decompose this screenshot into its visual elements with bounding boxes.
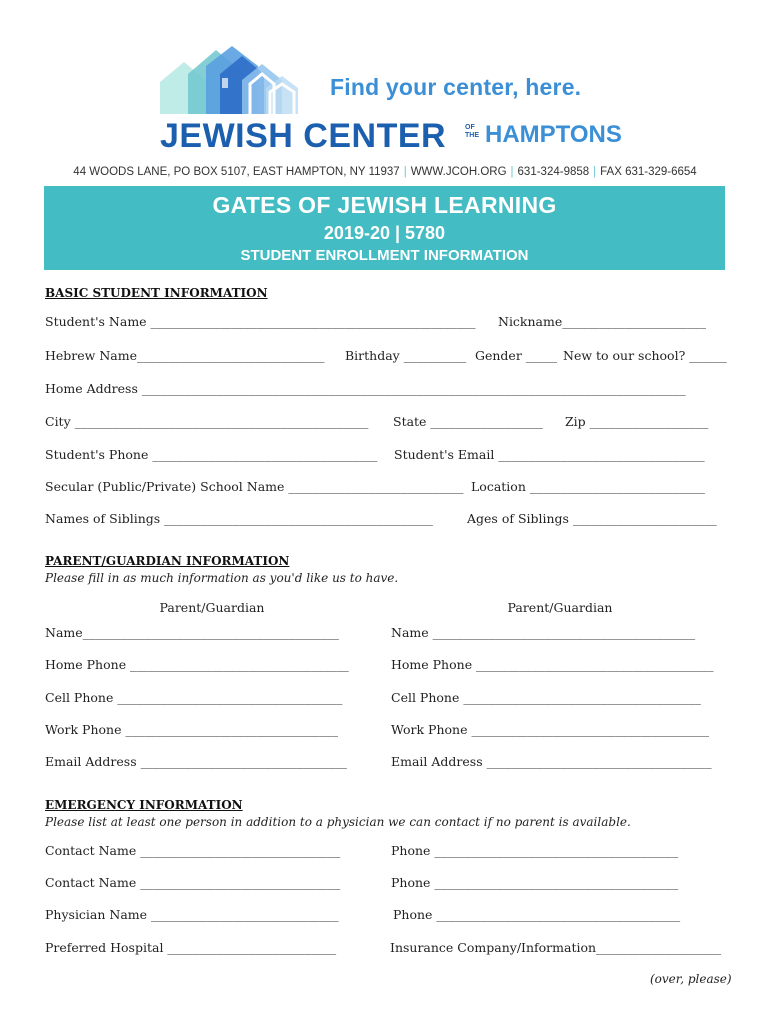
siblings-names-field[interactable]: Names of Siblings ___________________________________________ [45, 511, 433, 526]
parent-column-label-left: Parent/Guardian [159, 600, 265, 615]
parent1-work-phone-field[interactable]: Work Phone __________________________________ [45, 722, 338, 737]
fax-number: FAX 631-329-6654 [600, 166, 697, 178]
parent2-home-phone-field[interactable]: Home Phone ______________________________________ [391, 657, 714, 672]
separator: | [403, 166, 407, 178]
banner-subtitle: STUDENT ENROLLMENT INFORMATION [240, 247, 529, 264]
emergency-phone2-field[interactable]: Phone _______________________________________ [391, 875, 679, 890]
contact-address-line [44, 166, 726, 178]
logo-houses-graphic [158, 44, 318, 116]
separator: | [593, 166, 597, 178]
location-field[interactable]: Location ____________________________ [471, 479, 705, 494]
title-banner [44, 186, 725, 270]
city-field[interactable]: City _______________________________________________ [45, 414, 369, 429]
phone-number: 631-324-9858 [517, 166, 590, 178]
siblings-ages-field[interactable]: Ages of Siblings _______________________ [467, 511, 717, 526]
zip-field[interactable]: Zip ___________________ [565, 414, 709, 429]
section-heading-parent: PARENT/GUARDIAN INFORMATION [45, 554, 290, 568]
physician-name-field[interactable]: Physician Name ______________________________ [45, 907, 339, 922]
new-to-school-field[interactable]: New to our school? ______ [563, 348, 727, 363]
secular-school-field[interactable]: Secular (Public/Private) School Name ____________________________ [45, 479, 464, 494]
separator: | [510, 166, 514, 178]
state-field[interactable]: State __________________ [393, 414, 543, 429]
street-address: 44 WOODS LANE, PO BOX 5107, EAST HAMPTON, NY 11937 [73, 166, 400, 178]
logo-wordmark: JEWISH CENTER [160, 117, 447, 155]
banner-title: GATES OF JEWISH LEARNING [212, 192, 557, 218]
parent2-email-field[interactable]: Email Address ____________________________________ [391, 754, 712, 769]
banner-year: 2019-20 | 5780 [323, 223, 446, 243]
insurance-field[interactable]: Insurance Company/Information____________________ [390, 940, 722, 955]
parent1-name-field[interactable]: Name_________________________________________ [45, 625, 339, 640]
parent2-work-phone-field[interactable]: Work Phone ______________________________________ [391, 722, 709, 737]
logo-of-the [465, 124, 479, 140]
over-please-note: (over, please) [650, 972, 732, 986]
students-email-field[interactable]: Student's Email _________________________________ [394, 447, 705, 462]
gender-field[interactable]: Gender _____ [475, 348, 558, 363]
parent1-home-phone-field[interactable]: Home Phone ___________________________________ [45, 657, 349, 672]
section-heading-basic: BASIC STUDENT INFORMATION [45, 286, 268, 300]
hebrew-name-field[interactable]: Hebrew Name______________________________ [45, 348, 325, 363]
parent-note: Please fill in as much information as you'd like us to have. [45, 571, 399, 585]
tagline: Find your center, here. [330, 74, 582, 100]
physician-phone-field[interactable]: Phone _______________________________________ [393, 907, 681, 922]
parent1-cell-phone-field[interactable]: Cell Phone ____________________________________ [45, 690, 343, 705]
logo-the: THE [465, 132, 479, 139]
emergency-contact1-field[interactable]: Contact Name ________________________________ [45, 843, 341, 858]
website: WWW.JCOH.ORG [410, 166, 507, 178]
home-address-field[interactable]: Home Address _______________________________________________________________________________________ [45, 381, 686, 396]
emergency-phone1-field[interactable]: Phone _______________________________________ [391, 843, 679, 858]
parent2-cell-phone-field[interactable]: Cell Phone ______________________________________ [391, 690, 701, 705]
students-name-field[interactable]: Student's Name ____________________________________________________ [45, 314, 476, 329]
students-phone-field[interactable]: Student's Phone ____________________________________ [45, 447, 378, 462]
parent1-email-field[interactable]: Email Address _________________________________ [45, 754, 347, 769]
emergency-contact2-field[interactable]: Contact Name ________________________________ [45, 875, 341, 890]
nickname-field[interactable]: Nickname_______________________ [498, 314, 707, 329]
preferred-hospital-field[interactable]: Preferred Hospital ___________________________ [45, 940, 337, 955]
birthday-field[interactable]: Birthday __________ [345, 348, 467, 363]
parent2-name-field[interactable]: Name __________________________________________ [391, 625, 696, 640]
emergency-note: Please list at least one person in addition to a physician we can contact if no parent is available. [45, 815, 631, 829]
logo-of: OF [465, 124, 475, 131]
section-heading-emergency: EMERGENCY INFORMATION [45, 798, 243, 812]
logo-hamptons: HAMPTONS [485, 121, 622, 148]
parent-column-label-right: Parent/Guardian [507, 600, 613, 615]
